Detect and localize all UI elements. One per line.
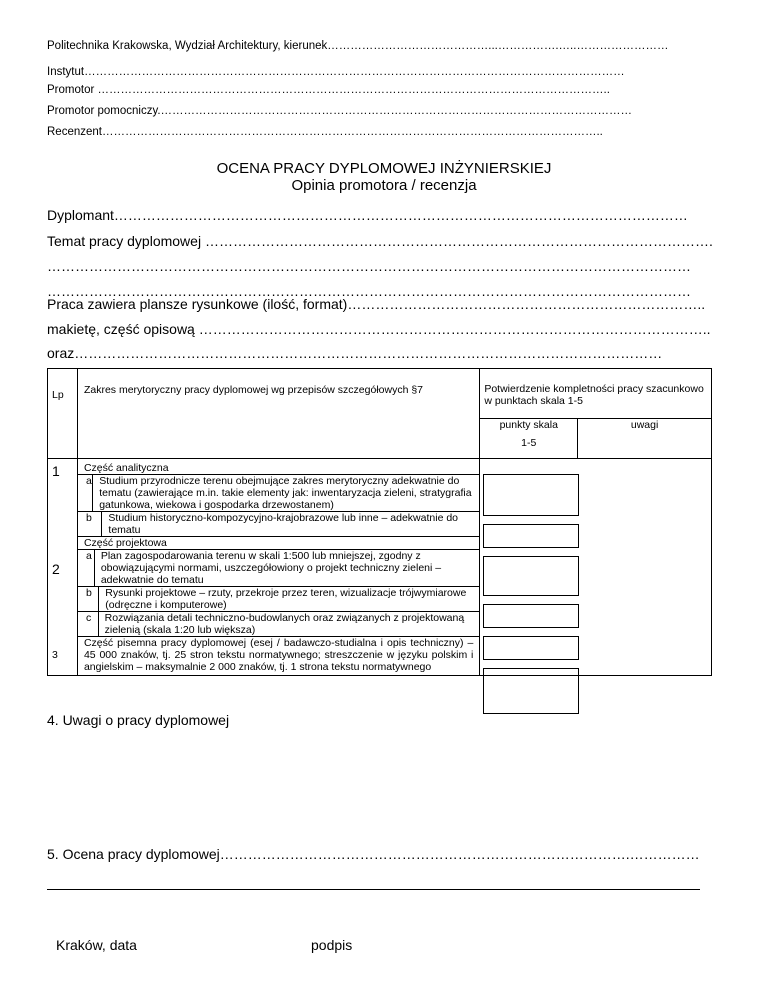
page-subtitle: Opinia promotora / recenzja: [291, 177, 477, 194]
col-zakres-header: Zakres merytoryczny pracy dyplomowej wg przepisów szczegółowych §7: [77, 369, 479, 459]
score-box-1b[interactable]: [483, 524, 579, 548]
field-temat: Temat pracy dyplomowej ……………………………………………………………………………………………….: [47, 233, 713, 249]
ocena-heading: 5. Ocena pracy dyplomowej…………………………………………………………………………….……………: [47, 846, 700, 862]
score-box-2c[interactable]: [483, 636, 579, 660]
score-box-2b[interactable]: [483, 604, 579, 628]
col-potwierdzenie-header: Potwierdzenie kompletności pracy szacunkowo w punktach skala 1-5: [480, 369, 712, 419]
section-2b: b Rysunki projektowe – rzuty, przekroje przez teren, wizualizacje trójwymiarowe (odręczne i komputerowe): [78, 587, 479, 612]
score-box-2a[interactable]: [483, 556, 579, 596]
col-uwagi-header: uwagi: [578, 419, 712, 459]
section-1a: a Studium przyrodnicze terenu obejmujące zakres merytoryczny adekwatnie do tematu (zawierające m.in. takie elementy jak: inwentaryzacja zieleni, stratygrafia gatunkowa, wiekowa i gospodarka drzewostanem): [78, 475, 479, 512]
section-2-number: 2: [52, 561, 60, 577]
field-dyplomant: Dyplomant……………………………………………………………………………………………………………: [47, 207, 688, 223]
evaluation-table: [47, 368, 712, 676]
section-2a: a Plan zagospodarowania terenu w skali 1:500 lub mniejszej, zgodny z obowiązującymi normami, uszczegółowiony o projekt techniczny zieleni – adekwatnie do tematu: [78, 550, 479, 587]
field-oraz: oraz………………………………………………………………………………………………………………: [47, 345, 663, 361]
header-line-promotor: Promotor ……………………………………………………………………………………………………………………..: [47, 84, 610, 96]
header-line-faculty: Politechnika Krakowska, Wydział Architektury, kierunek……………………………………...…………….…..……………………: [47, 40, 669, 52]
field-temat-cont-1: …………………………………………………………………………………………………………………………: [47, 258, 691, 274]
field-plansze: Praca zawiera plansze rysunkowe (ilość, format)…………………………………………………………………..: [47, 296, 706, 312]
section-1-title: Część analityczna: [78, 462, 479, 475]
section-2-title: Część projektowa: [78, 537, 479, 550]
header-line-promotor-pomocniczy: Promotor pomocniczy.……………………………………………………………………………………………………………: [47, 105, 633, 117]
header-line-recenzent: Recenzent…………………………………………………………………………………………………………………..: [47, 126, 603, 138]
field-temat-cont-2: …………………………………………………………………………………………………………………………: [47, 283, 691, 299]
section-3-title: Część pisemna pracy dyplomowej (esej / badawczo-studialna i opis techniczny) – 45 000 znaków, tj. 25 stron tekstu normatywnego; streszczenie w języku polskim i angielskim – maksymalnie 2 000 znaków, tj. 1 strona tekstu normatywnego: [83, 637, 474, 673]
score-box-1a[interactable]: [483, 474, 579, 516]
page-title: OCENA PRACY DYPLOMOWEJ INŻYNIERSKIEJ: [216, 160, 552, 177]
col-punkty-header: punkty skala: [480, 419, 578, 437]
section-1-number: 1: [52, 463, 60, 479]
col-lp-header: Lp: [48, 369, 78, 459]
field-makieta: makietę, część opisową ………………………………………………………………………………………………..: [47, 321, 711, 337]
score-box-3[interactable]: [483, 668, 579, 714]
uwagi-heading: 4. Uwagi o pracy dyplomowej: [47, 712, 230, 728]
footer-podpis: podpis: [311, 937, 353, 953]
score-boxes: [483, 474, 579, 714]
header-line-institute: Instytut……………………………………………………………………………………………………………………………: [47, 66, 625, 78]
section-2c: c Rozwiązania detali techniczno-budowlanych oraz związanych z projektowaną zielenią (skala 1:20 lub większa): [78, 612, 479, 637]
section-3-number: 3: [52, 649, 58, 661]
col-skala-header: 1-5: [480, 437, 578, 459]
footer-krakow-data: Kraków, data: [56, 937, 137, 953]
section-1b: b Studium historyczno-kompozycyjno-krajobrazowe lub inne – adekwatnie do tematu: [78, 512, 479, 537]
signature-divider: [47, 889, 700, 890]
